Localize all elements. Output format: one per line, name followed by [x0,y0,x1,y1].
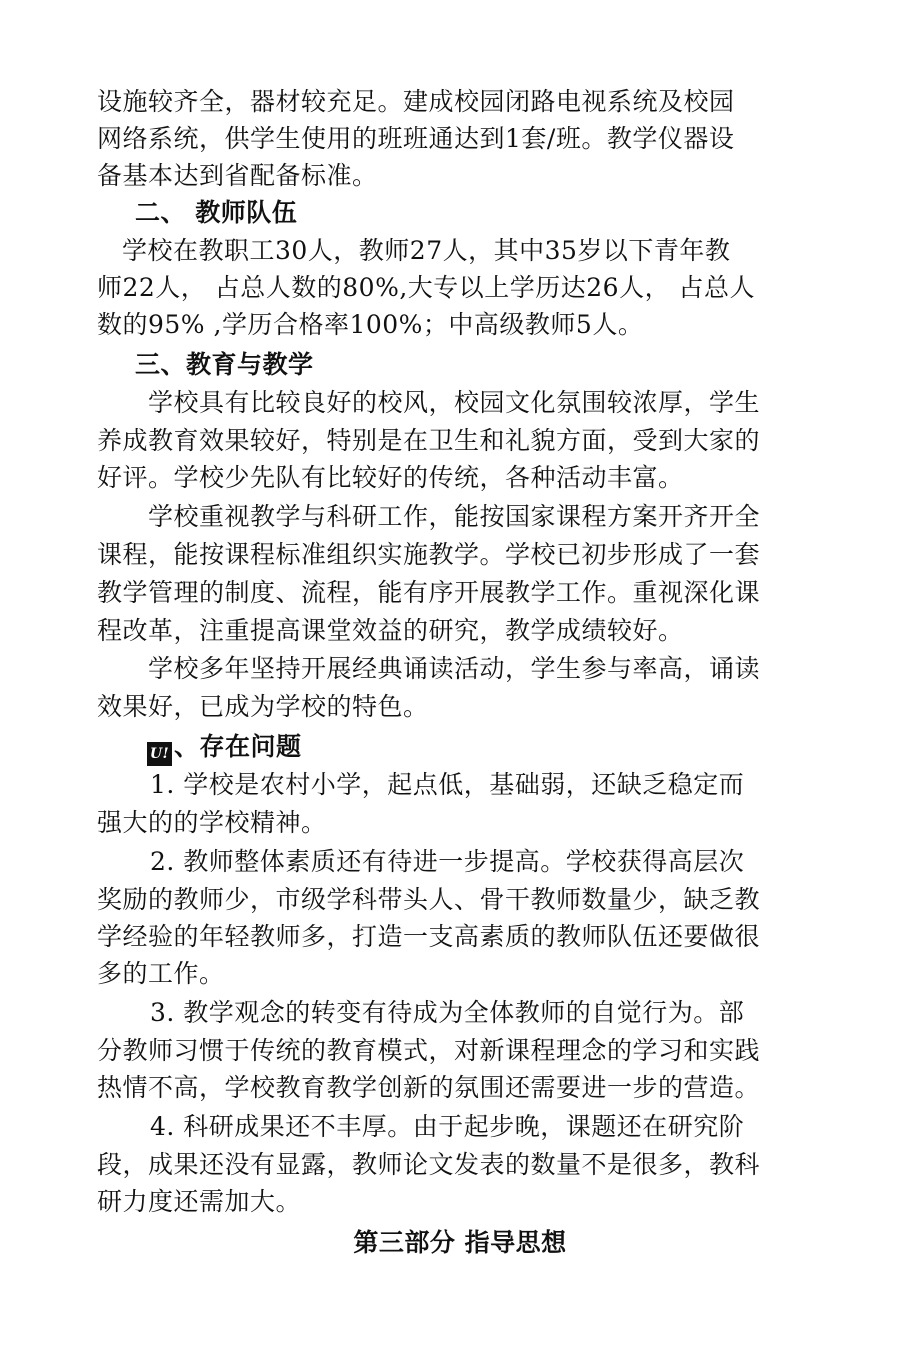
text-line: 程改革，注重提高课堂效益的研究，教学成绩较好。 [97,616,684,645]
section-heading-teachers: 二、 教师队伍 [135,198,298,227]
text-line: 学校具有比较良好的校风，校园文化氛围较浓厚，学生 [148,388,761,417]
text-line: 网络系统，供学生使用的班班通达到1套/班。教学仪器设 [97,124,735,153]
text-line: 学校多年坚持开展经典诵读活动，学生参与率高，诵读 [148,654,761,683]
text-line: 设施较齐全，器材较充足。建成校园闭路电视系统及校园 [97,87,735,116]
part-heading: 第三部分 指导思想 [353,1228,567,1257]
text-line: 1. 学校是农村小学，起点低，基础弱，还缺乏稳定而 [150,770,745,799]
text-line: 4. 科研成果还不丰厚。由于起步晚，课题还在研究阶 [150,1112,745,1141]
text-line: 2. 教师整体素质还有待进一步提高。学校获得高层次 [150,847,745,876]
text-line: 教学管理的制度、流程，能有序开展教学工作。重视深化课 [97,578,761,607]
text-line: 强大的的学校精神。 [97,808,327,837]
text-line: 段，成果还没有显露，教师论文发表的数量不是很多，教科 [97,1150,761,1179]
text-line: 课程，能按课程标准组织实施教学。学校已初步形成了一套 [97,540,761,569]
text-line: 学校重视教学与科研工作，能按国家课程方案开齐开全 [148,502,761,531]
text-line: 数的95% ,学历合格率100%；中高级教师5人。 [97,310,644,339]
section-heading-text: 、存在问题 [174,732,302,761]
text-line: 师22人， 占总人数的80%,大专以上学历达26人， 占总人 [97,273,756,302]
text-line: 3. 教学观念的转变有待成为全体教师的自觉行为。部 [150,998,745,1027]
text-line: 热情不高，学校教育教学创新的氛围还需要进一步的营造。 [97,1073,761,1102]
section-number-box: U! [147,742,172,766]
text-line: 学校在教职工30人，教师27人，其中35岁以下青年教 [122,236,731,265]
text-line: 好评。学校少先队有比较好的传统，各种活动丰富。 [97,463,684,492]
text-line: 学经验的年轻教师多，打造一支高素质的教师队伍还要做很 [97,922,761,951]
text-line: 养成教育效果较好，特别是在卫生和礼貌方面，受到大家的 [97,426,761,455]
text-line: 分教师习惯于传统的教育模式，对新课程理念的学习和实践 [97,1036,761,1065]
text-line: 效果好，已成为学校的特色。 [97,692,429,721]
text-line: 备基本达到省配备标准。 [97,161,378,190]
section-heading-problems [147,730,302,766]
text-line: 研力度还需加大。 [97,1187,302,1216]
text-line: 奖励的教师少，市级学科带头人、骨干教师数量少，缺乏教 [97,885,761,914]
text-line: 多的工作。 [97,959,225,988]
section-heading-education: 三、教育与教学 [135,350,314,379]
